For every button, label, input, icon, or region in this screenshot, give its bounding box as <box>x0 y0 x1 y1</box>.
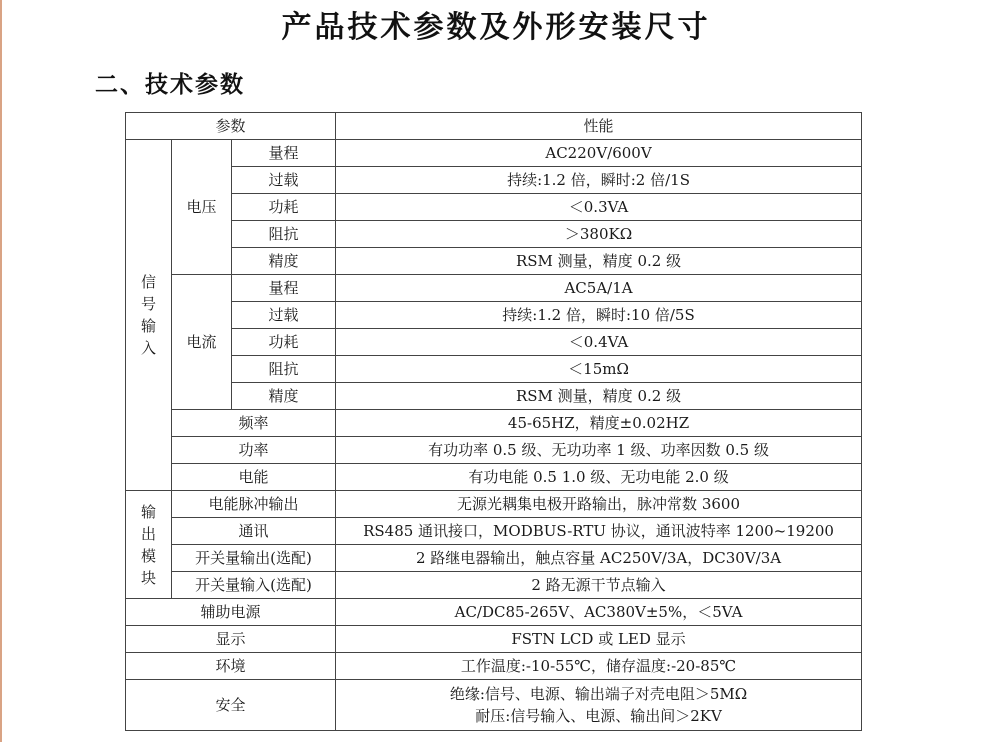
table-row <box>126 518 862 545</box>
table-row <box>126 464 862 491</box>
table-row <box>126 275 862 302</box>
param-value: 有功功率 0.5 级、无功功率 1 级、功率因数 0.5 级 <box>336 437 862 464</box>
table-row <box>126 194 862 221</box>
param-name: 功率 <box>172 437 336 464</box>
table-row <box>126 437 862 464</box>
param-name: 功耗 <box>232 329 336 356</box>
signal-input-label: 信 号 输 入 <box>126 140 172 491</box>
param-value: ＜0.4VA <box>336 329 862 356</box>
document-title: 产品技术参数及外形安装尺寸 <box>281 10 711 45</box>
table-header-row <box>126 113 862 140</box>
param-value: ＜0.3VA <box>336 194 862 221</box>
param-value: 持续:1.2 倍，瞬时:2 倍/1S <box>336 167 862 194</box>
param-value: ＜15mΩ <box>336 356 862 383</box>
current-label: 电流 <box>172 275 232 410</box>
table-row <box>126 140 862 167</box>
table-row <box>126 680 862 731</box>
param-value: AC220V/600V <box>336 140 862 167</box>
table-row <box>126 356 862 383</box>
table-row <box>126 329 862 356</box>
param-name: 开关量输入(选配) <box>172 572 336 599</box>
param-name: 量程 <box>232 275 336 302</box>
table-row <box>126 167 862 194</box>
spec-table <box>125 112 862 731</box>
header-perf: 性能 <box>336 113 862 140</box>
param-value: 2 路无源干节点输入 <box>336 572 862 599</box>
param-name: 辅助电源 <box>126 599 336 626</box>
table-row <box>126 626 862 653</box>
param-value: 有功电能 0.5 1.0 级、无功电能 2.0 级 <box>336 464 862 491</box>
table-row <box>126 653 862 680</box>
param-value: AC5A/1A <box>336 275 862 302</box>
param-value: 工作温度:-10-55℃，储存温度:-20-85℃ <box>336 653 862 680</box>
param-value: RSM 测量，精度 0.2 级 <box>336 383 862 410</box>
table-row <box>126 599 862 626</box>
param-name: 量程 <box>232 140 336 167</box>
param-value: 2 路继电器输出，触点容量 AC250V/3A，DC30V/3A <box>336 545 862 572</box>
param-value: FSTN LCD 或 LED 显示 <box>336 626 862 653</box>
param-value: 持续:1.2 倍，瞬时:10 倍/5S <box>336 302 862 329</box>
table-row <box>126 302 862 329</box>
param-name: 精度 <box>232 248 336 275</box>
param-name: 过载 <box>232 167 336 194</box>
param-value: 绝缘:信号、电源、输出端子对壳电阻＞5MΩ 耐压:信号输入、电源、输出间＞2KV <box>336 680 862 731</box>
param-value: RSM 测量，精度 0.2 级 <box>336 248 862 275</box>
table-row <box>126 410 862 437</box>
param-value: RS485 通讯接口，MODBUS-RTU 协议，通讯波特率 1200~19200 <box>336 518 862 545</box>
param-value: 45-65HZ，精度±0.02HZ <box>336 410 862 437</box>
param-name: 阻抗 <box>232 221 336 248</box>
param-name: 环境 <box>126 653 336 680</box>
param-name: 频率 <box>172 410 336 437</box>
table-row <box>126 248 862 275</box>
param-name: 显示 <box>126 626 336 653</box>
voltage-label: 电压 <box>172 140 232 275</box>
param-value: 无源光耦集电极开路输出，脉冲常数 3600 <box>336 491 862 518</box>
param-name: 精度 <box>232 383 336 410</box>
param-name: 电能脉冲输出 <box>172 491 336 518</box>
table-row <box>126 572 862 599</box>
table-row <box>126 491 862 518</box>
param-value: AC/DC85-265V、AC380V±5%，＜5VA <box>336 599 862 626</box>
param-name: 电能 <box>172 464 336 491</box>
param-name: 通讯 <box>172 518 336 545</box>
header-param: 参数 <box>126 113 336 140</box>
section-heading: 二、技术参数 <box>95 72 245 98</box>
left-accent-rule <box>0 0 2 742</box>
table-row <box>126 545 862 572</box>
param-value: ＞380KΩ <box>336 221 862 248</box>
param-name: 阻抗 <box>232 356 336 383</box>
param-name: 安全 <box>126 680 336 731</box>
table-row <box>126 383 862 410</box>
output-module-label: 输 出 模 块 <box>126 491 172 599</box>
param-name: 过载 <box>232 302 336 329</box>
param-name: 功耗 <box>232 194 336 221</box>
table-row <box>126 221 862 248</box>
param-name: 开关量输出(选配) <box>172 545 336 572</box>
